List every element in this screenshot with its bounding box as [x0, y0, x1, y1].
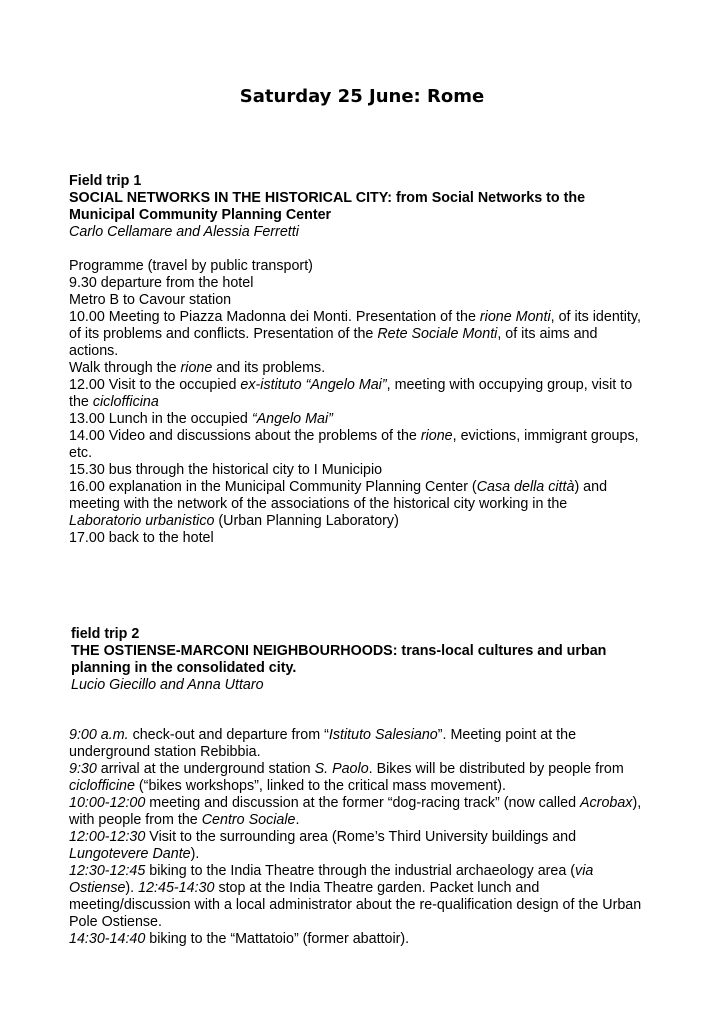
trip1-heading-line-2: Municipal Community Planning Center [69, 207, 332, 223]
schedule-line: 15.30 bus through the historical city to I Municipio [69, 462, 383, 478]
schedule-line: etc. [69, 445, 93, 461]
schedule-line: 9:30 arrival at the underground station S. Paolo. Bikes will be distributed by people from [69, 761, 624, 777]
trip2-heading-line-1: THE OSTIENSE-MARCONI NEIGHBOURHOODS: trans-local cultures and urban [71, 643, 607, 659]
schedule-line: 16.00 explanation in the Municipal Community Planning Center (Casa della città) and [69, 479, 608, 495]
schedule-line: ciclofficine (“bikes workshops”, linked to the critical mass movement). [69, 778, 506, 794]
trip2-heading-line-2: planning in the consolidated city. [71, 660, 297, 676]
schedule-line: 14.00 Video and discussions about the problems of the rione, evictions, immigrant groups, [69, 428, 639, 444]
schedule-line: 12.00 Visit to the occupied ex-istituto “Angelo Mai”, meeting with occupying group, visit to [69, 377, 633, 393]
field-trip-1-section [69, 173, 659, 547]
field-trip-2-header [71, 626, 656, 694]
schedule-line: with people from the Centro Sociale. [69, 812, 300, 828]
schedule-line: Metro B to Cavour station [69, 292, 232, 308]
trip2-label: field trip 2 [71, 626, 140, 642]
trip2-authors: Lucio Giecillo and Anna Uttaro [71, 677, 264, 693]
schedule-line: Pole Ostiense. [69, 914, 162, 930]
schedule-line: the ciclofficina [69, 394, 159, 410]
schedule-line: 14:30-14:40 biking to the “Mattatoio” (former abattoir). [69, 931, 410, 947]
schedule-line: 12:30-12:45 biking to the India Theatre through the industrial archaeology area (via [69, 863, 594, 879]
schedule-line: 10.00 Meeting to Piazza Madonna dei Monti. Presentation of the rione Monti, of its identity, [69, 309, 641, 325]
trip1-heading-line-1: SOCIAL NETWORKS IN THE HISTORICAL CITY: from Social Networks to the [69, 190, 586, 206]
page-title: Saturday 25 June: Rome [239, 86, 485, 107]
schedule-line: Ostiense). 12:45-14:30 stop at the India Theatre garden. Packet lunch and [69, 880, 540, 896]
schedule-line: 13.00 Lunch in the occupied “Angelo Mai” [69, 411, 333, 427]
schedule-line: 12:00-12:30 Visit to the surrounding area (Rome’s Third University buildings and [69, 829, 577, 845]
schedule-line: Laboratorio urbanistico (Urban Planning Laboratory) [69, 513, 399, 529]
trip1-label: Field trip 1 [69, 173, 142, 189]
schedule-line: 9.30 departure from the hotel [69, 275, 254, 291]
schedule-line: 17.00 back to the hotel [69, 530, 214, 546]
trip1-authors: Carlo Cellamare and Alessia Ferretti [69, 224, 299, 240]
schedule-line: underground station Rebibbia. [69, 744, 261, 760]
field-trip-2-schedule [69, 727, 659, 948]
schedule-line: 9:00 a.m. check-out and departure from “Istituto Salesiano”. Meeting point at the [69, 727, 577, 743]
schedule-line: 10:00-12:00 meeting and discussion at the former “dog-racing track” (now called Acrobax), [69, 795, 642, 811]
schedule-line: actions. [69, 343, 119, 359]
schedule-line: Walk through the rione and its problems. [69, 360, 326, 376]
trip1-programme: Programme (travel by public transport) [69, 258, 313, 274]
schedule-line: meeting with the network of the associations of the historical city working in the [69, 496, 568, 512]
schedule-line: Lungotevere Dante). [69, 846, 200, 862]
schedule-line: of its problems and conflicts. Presentation of the Rete Sociale Monti, of its aims and [69, 326, 598, 342]
schedule-line: meeting/discussion with a local administrator about the re-qualification design of the Urban [69, 897, 642, 913]
